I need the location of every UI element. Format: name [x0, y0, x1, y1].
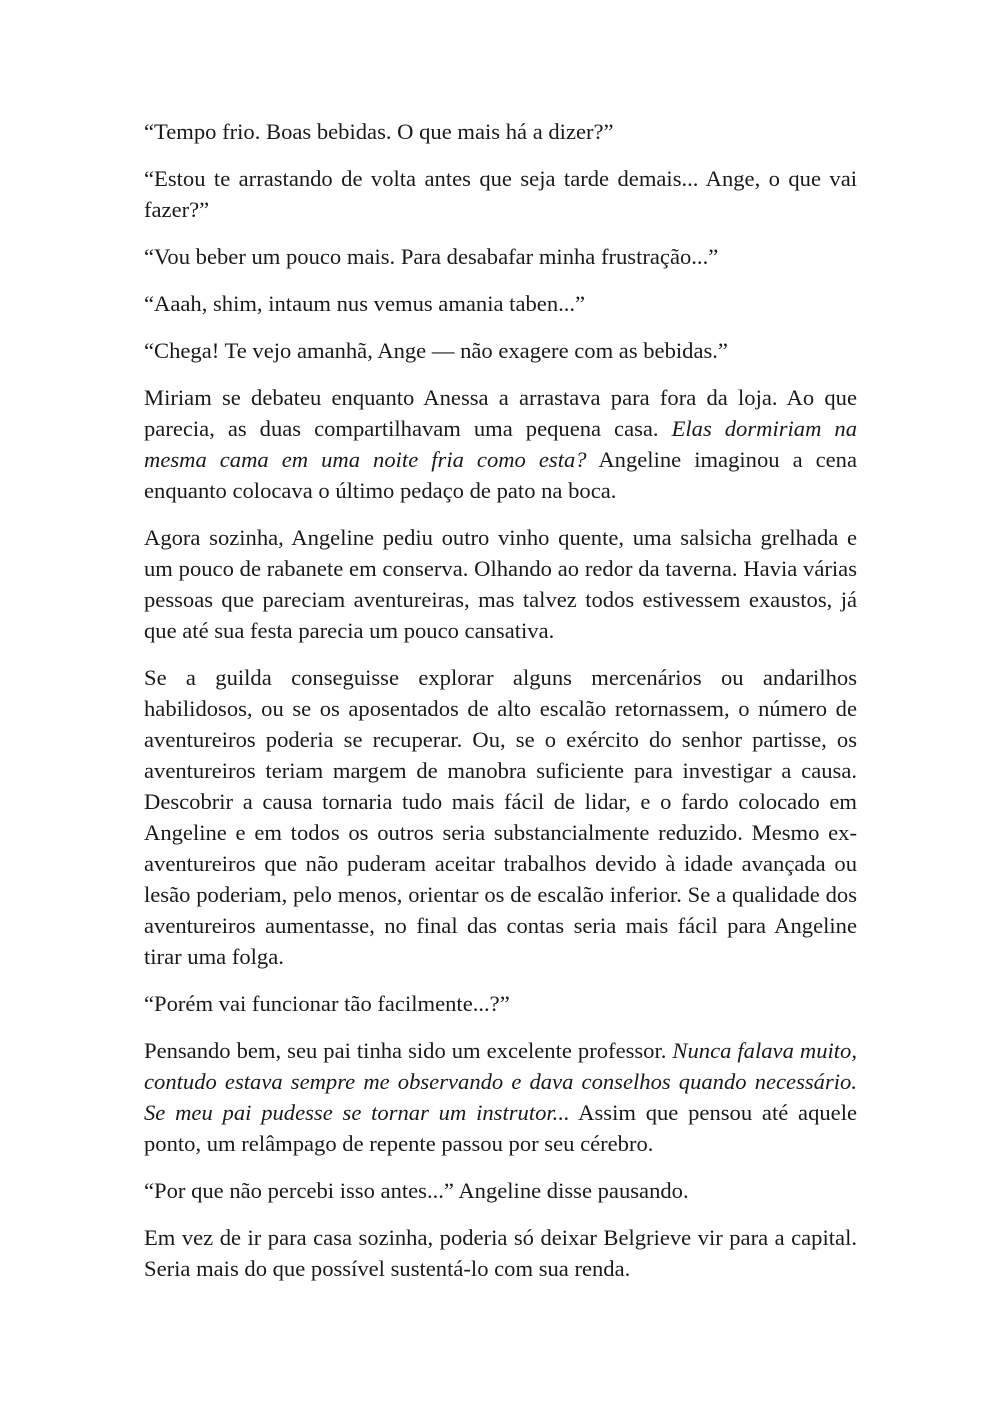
text-segment: Miriam se debateu enquanto Anessa a arrastava para fora da loja. Ao que parecia, as duas compartilhavam uma pequena casa.: [144, 385, 857, 441]
paragraph: [144, 1222, 857, 1284]
paragraph: [144, 522, 857, 646]
paragraph: [144, 382, 857, 506]
italic-thought: Nunca falava muito, contudo estava sempre me observando e dava conselhos quando necessário. Se meu pai pudesse se tornar um instrutor...: [144, 1038, 857, 1125]
italic-thought: Elas dormiriam na mesma cama em uma noite fria como esta?: [144, 416, 857, 472]
text-segment: Assim que pensou até aquele ponto, um relâmpago de repente passou por seu cérebro.: [144, 1100, 857, 1156]
text-segment: “Por que não percebi isso antes...” Angeline disse pausando.: [144, 1178, 689, 1203]
text-segment: “Porém vai funcionar tão facilmente...?”: [144, 991, 510, 1016]
text-segment: Se a guilda conseguisse explorar alguns mercenários ou andarilhos habilidosos, ou se os aposentados de alto escalão retornassem, o número de aventureiros poderia se recuperar. Ou, se o exército do senhor partisse, os aventureiros teriam margem de manobra suficiente para investigar a causa. Descobrir a causa tornaria tudo mais fácil de lidar, e o fardo colocado em Angeline e em todos os outros seria substancialmente reduzido. Mesmo ex-aventureiros que não puderam aceitar trabalhos devido à idade avançada ou lesão poderiam, pelo menos, orientar os de escalão inferior. Se a qualidade dos aventureiros aumentasse, no final das contas seria mais fácil para Angeline tirar uma folga.: [144, 665, 857, 969]
body-text: [144, 116, 857, 1300]
paragraph: [144, 335, 857, 366]
text-segment: Angeline imaginou a cena enquanto colocava o último pedaço de pato na boca.: [144, 447, 858, 503]
text-segment: “Vou beber um pouco mais. Para desabafar minha frustração...”: [144, 244, 719, 269]
paragraph: [144, 288, 857, 319]
text-segment: “Chega! Te vejo amanhã, Ange — não exagere com as bebidas.”: [144, 338, 728, 363]
paragraph: [144, 241, 857, 272]
paragraph: [144, 1035, 857, 1159]
paragraph: [144, 116, 857, 147]
paragraph: [144, 988, 857, 1019]
text-segment: Pensando bem, seu pai tinha sido um excelente professor.: [144, 1038, 673, 1063]
paragraph: [144, 1175, 857, 1206]
text-segment: Em vez de ir para casa sozinha, poderia só deixar Belgrieve vir para a capital. Seria mais do que possível sustentá-lo com sua renda.: [144, 1225, 857, 1281]
paragraph: [144, 662, 857, 972]
text-segment: “Estou te arrastando de volta antes que seja tarde demais... Ange, o que vai fazer?”: [144, 166, 857, 222]
paragraph: [144, 163, 857, 225]
text-segment: “Aaah, shim, intaum nus vemus amania taben...”: [144, 291, 586, 316]
text-segment: “Tempo frio. Boas bebidas. O que mais há a dizer?”: [144, 119, 614, 144]
text-segment: Agora sozinha, Angeline pediu outro vinho quente, uma salsicha grelhada e um pouco de rabanete em conserva. Olhando ao redor da taverna. Havia várias pessoas que pareciam aventureiras, mas talvez todos estivessem exaustos, já que até sua festa parecia um pouco cansativa.: [144, 525, 857, 643]
